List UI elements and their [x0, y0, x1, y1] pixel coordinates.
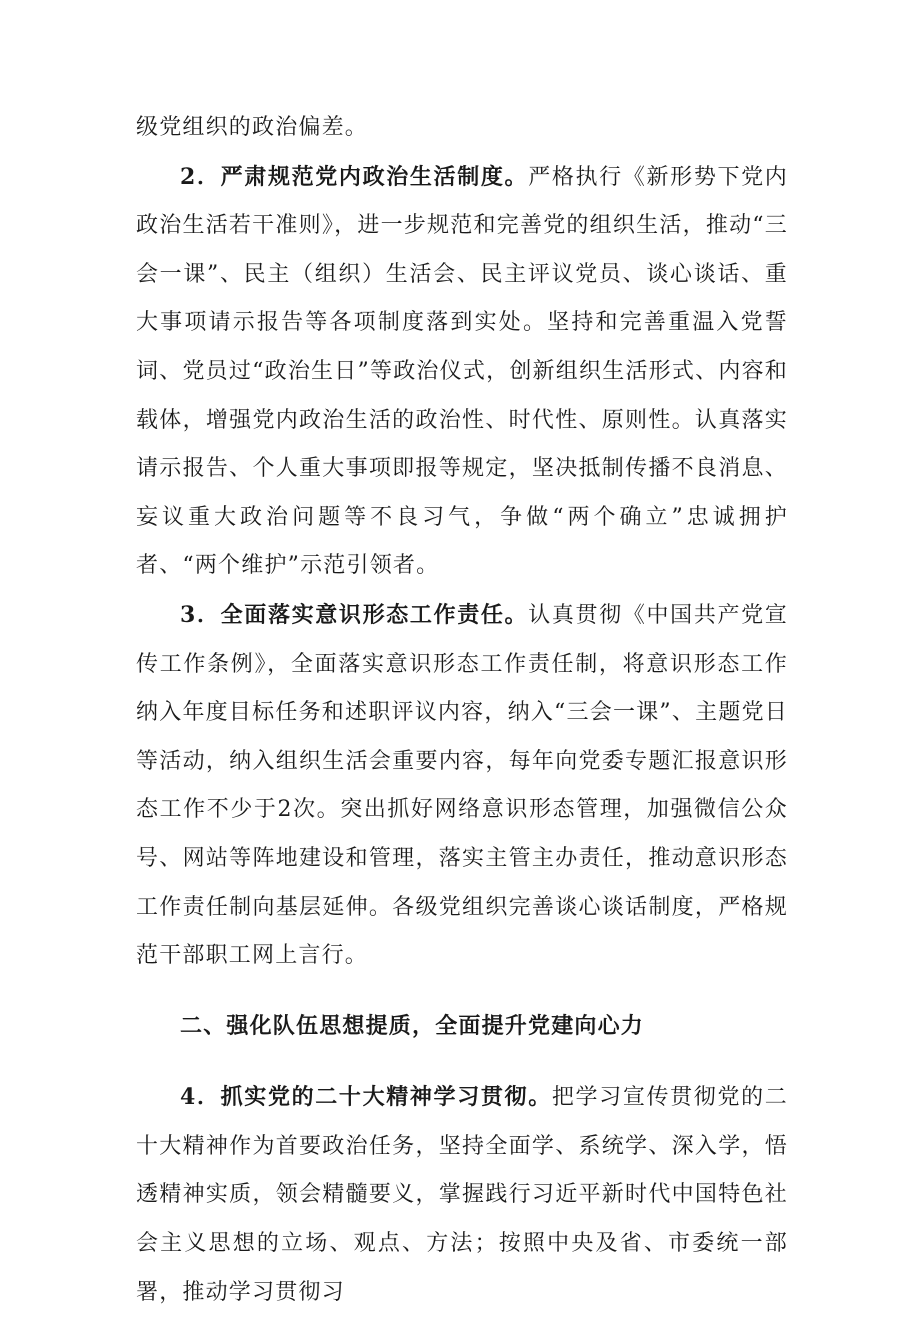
paragraph-lead: 3．全面落实意识形态工作责任。	[180, 601, 529, 628]
paragraph-lead: 4．抓实党的二十大精神学习贯彻。	[180, 1084, 552, 1111]
paragraph-4	[136, 1073, 788, 1317]
paragraph-text: 认真贯彻《中国共产党宣传工作条例》，全面落实意识形态工作责任制，将意识形态工作纳入年度目标任务和述职评议内容，纳入“三会一课”、主题党日等活动，纳入组织生活会重要内容，每年向党委专题汇报意识形态工作不少于2次。突出抓好网络意识形态管理，加强微信公众号、网站等阵地建设和管理，落实主管主办责任，推动意识形态工作责任制向基层延伸。各级党组织完善谈心谈话制度，严格规范干部职工网上言行。	[136, 602, 788, 969]
paragraph-continued	[136, 104, 788, 153]
section-heading: 二、强化队伍思想提质，全面提升党建向心力	[180, 1013, 645, 1039]
paragraph-text: 把学习宣传贯彻党的二十大精神作为首要政治任务，坚持全面学、系统学、深入学，悟透精神实质，领会精髓要义，掌握践行习近平新时代中国特色社会主义思想的立场、观点、方法；按照中央及省、市委统一部署，推动学习贯彻习	[136, 1085, 788, 1305]
document-body	[136, 104, 788, 1317]
paragraph-lead: 2．严肃规范党内政治生活制度。	[180, 163, 529, 190]
paragraph-2	[136, 153, 788, 591]
paragraph-text: 级党组织的政治偏差。	[136, 115, 369, 140]
paragraph-text: 严格执行《新形势下党内政治生活若干准则》，进一步规范和完善党的组织生活，推动“三会一课”、民主（组织）生活会、民主评议党员、谈心谈话、重大事项请示报告等各项制度落到实处。坚持和完善重温入党誓词、党员过“政治生日”等政治仪式，创新组织生活形式、内容和载体，增强党内政治生活的政治性、时代性、原则性。认真落实请示报告、个人重大事项即报等规定，坚决抵制传播不良消息、妄议重大政治问题等不良习气，争做“两个确立”忠诚拥护者、“两个维护”示范引领者。	[136, 164, 788, 579]
paragraph-3	[136, 591, 788, 981]
